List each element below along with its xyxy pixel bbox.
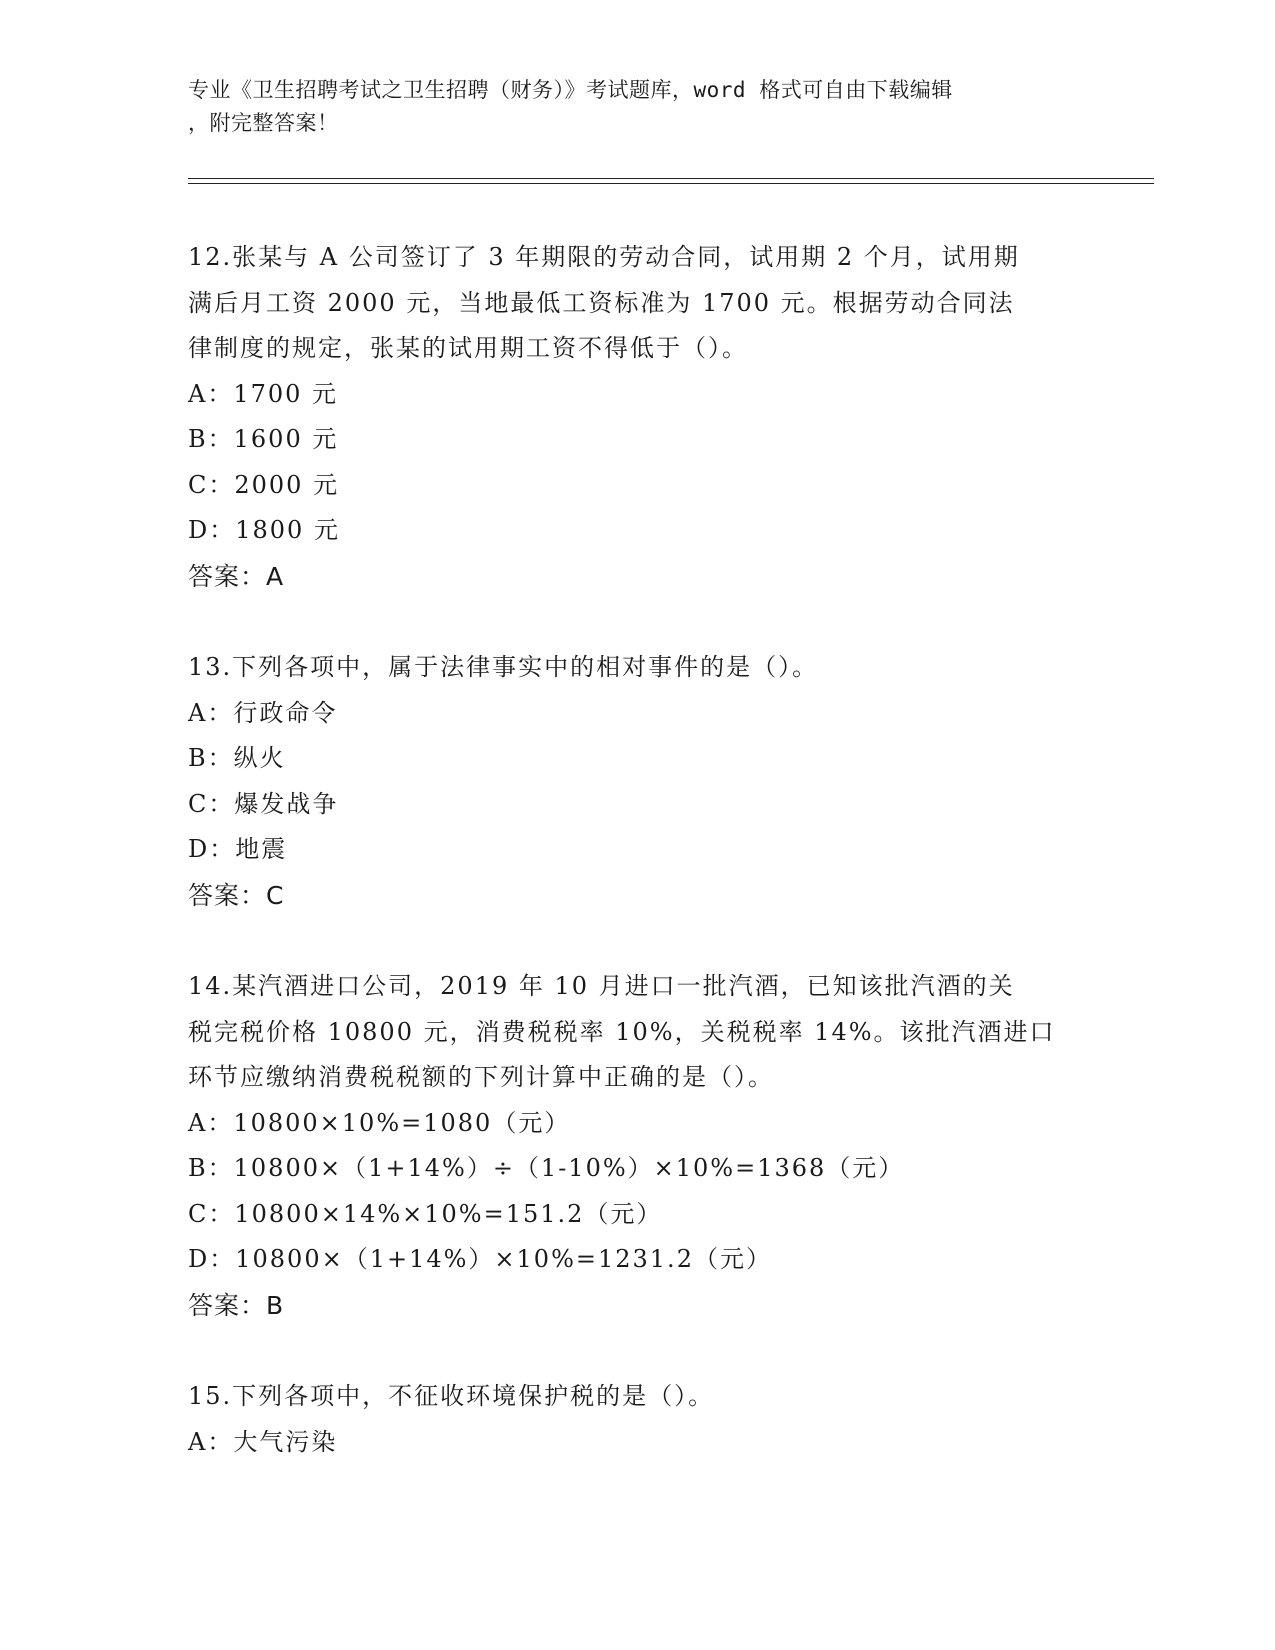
option-d: D：10800×（1+14%）×10%=1231.2（元） xyxy=(188,1245,772,1273)
header-rule-top xyxy=(188,178,1154,179)
question-15 xyxy=(188,1374,1078,1465)
question-stem xyxy=(188,1374,1078,1420)
stem-line: 12.张某与 A 公司签订了 3 年期限的劳动合同，试用期 2 个月，试用期 xyxy=(188,243,1020,271)
answer-line: 答案：A xyxy=(188,561,285,591)
option-d: D：1800 元 xyxy=(188,516,340,544)
stem-line: 税完税价格 10800 元，消费税税率 10%，关税税率 14%。该批汽酒进口 xyxy=(188,1017,1056,1046)
header-line-2: ，附完整答案！ xyxy=(188,111,339,135)
stem-line: 满后月工资 2000 元，当地最低工资标准为 1700 元。根据劳动合同法 xyxy=(188,288,1015,317)
option-a: A：行政命令 xyxy=(188,698,338,727)
question-14 xyxy=(188,964,1078,1328)
answer-line: 答案：B xyxy=(188,1290,285,1320)
stem-line: 15.下列各项中，不征收环境保护税的是（）。 xyxy=(188,1382,715,1410)
option-c: C：2000 元 xyxy=(188,470,340,499)
option-b: B：10800×（1+14%）÷（1-10%）×10%=1368（元） xyxy=(188,1154,905,1182)
option-a: A：1700 元 xyxy=(188,379,339,408)
question-stem xyxy=(188,235,1078,372)
stem-line: 律制度的规定，张某的试用期工资不得低于（）。 xyxy=(188,334,748,362)
question-stem xyxy=(188,964,1078,1101)
stem-line: 14.某汽酒进口公司，2019 年 10 月进口一批汽酒，已知该批汽酒的关 xyxy=(188,972,1015,1000)
option-a: A：10800×10%=1080（元） xyxy=(188,1108,571,1137)
option-a: A：大气污染 xyxy=(188,1427,338,1456)
question-13 xyxy=(188,645,1078,918)
stem-line: 13.下列各项中，属于法律事实中的相对事件的是（）。 xyxy=(188,653,819,681)
option-b: B：1600 元 xyxy=(188,425,339,453)
header-line-1: 专业《卫生招聘考试之卫生招聘（财务）》考试题库，word 格式可自由下载编辑 xyxy=(188,78,953,102)
option-c: C：10800×14%×10%=151.2（元） xyxy=(188,1199,663,1228)
option-b: B：纵火 xyxy=(188,744,286,772)
document-header xyxy=(188,74,1068,140)
question-12 xyxy=(188,235,1078,599)
option-d: D：地震 xyxy=(188,835,288,863)
answer-line: 答案：C xyxy=(188,880,285,910)
option-c: C：爆发战争 xyxy=(188,789,339,818)
stem-line: 环节应缴纳消费税税额的下列计算中正确的是（）。 xyxy=(188,1063,774,1091)
question-stem xyxy=(188,645,1078,691)
header-rule-bottom xyxy=(188,183,1154,184)
